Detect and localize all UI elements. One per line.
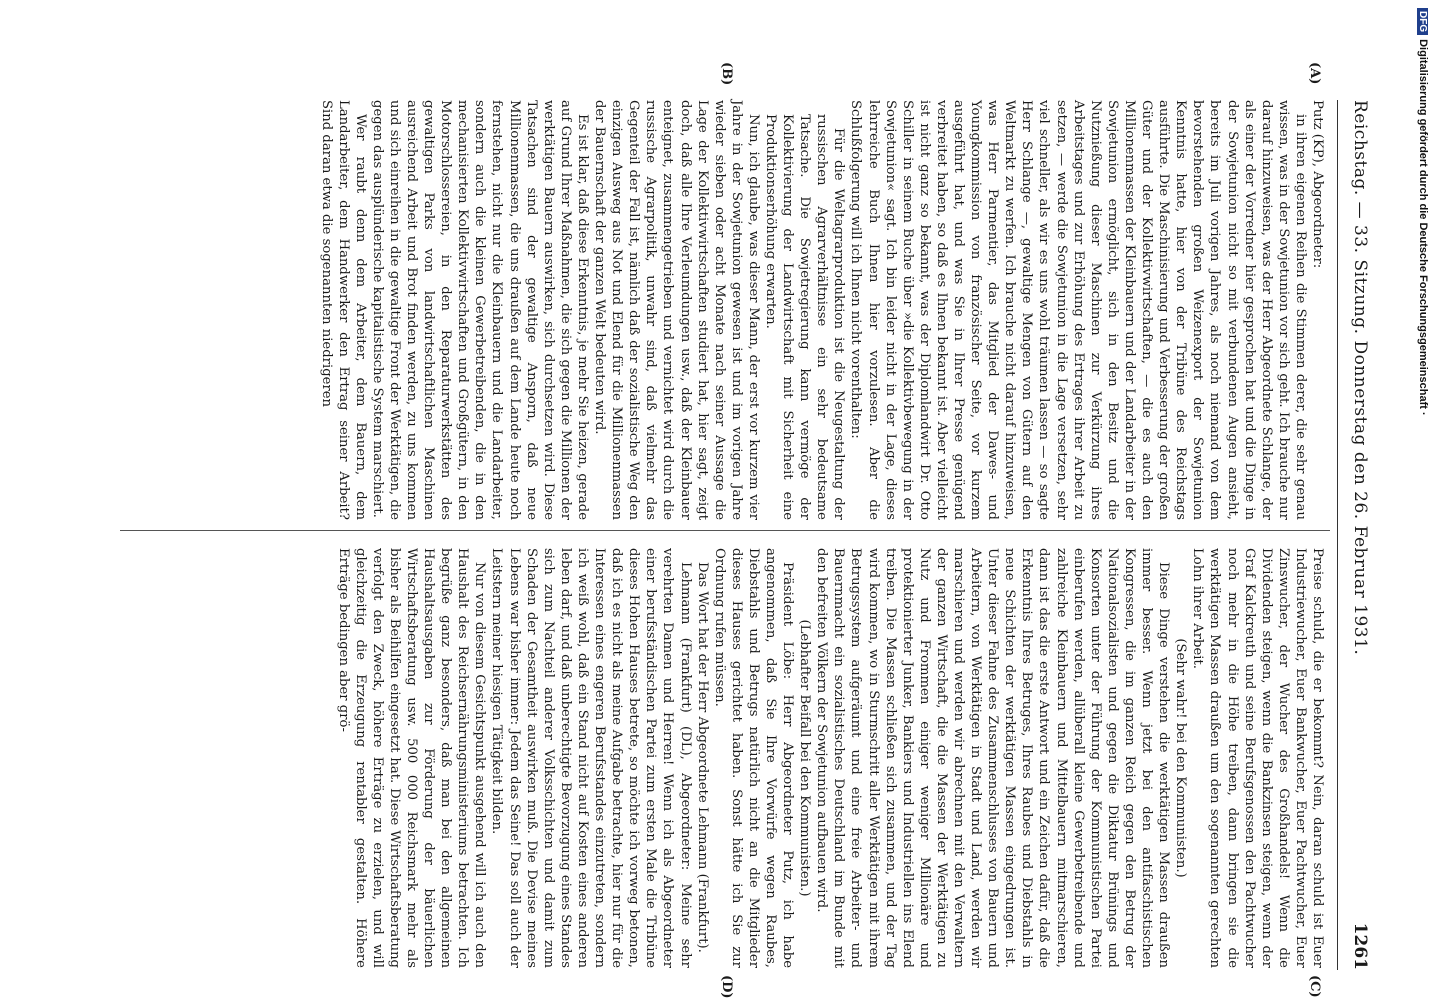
paragraph: Preise schuld, die er bekommt? Nein, daran schuld ist Euer Industriewucher, Euer Bankwucher, Euer Pachtwucher, Euer Zinswucher, der Wucher des Großhandels! Wenn die Dividenden steigen, wenn die Bankzinsen steigen, wenn der Graf Kalckreuth und seine Berufsgenossen den Pachtwucher noch mehr in die Höhe treiben, dann bringen sie die werktätigen Massen draußen um den sogenannten gerechten Lohn ihrer Arbeit. — [1190, 548, 1325, 968]
paragraph: Nur von diesem Gesichtspunkt ausgehend will ich auch den Haushalt des Reichsernährungsministeriums betrachten. Ich begrüße ganz besonders, daß man bei den allgemeinen Haushaltsausgaben zur Förderung der bäuerlichen Wirtschaftsberatung usw. 500 000 Reichsmark mehr als bisher als Beihilfen eingesetzt hat. Diese Wirtschaftsberatung verfolgt den Zweck, höhere Erträge zu erzielen, und will gleichzeitig die Erzeugung rentabler gestalten. Höhere Erträge bedingen aber grö- — [335, 548, 488, 968]
dfg-logo: DFG — [1417, 8, 1428, 35]
paragraph: Lehmann (Frankfurt) (DL), Abgeordneter: Meine sehr verehrten Damen und Herren! Wenn ich als Abgeordneter einer berufsständischen Partei zum ersten Male die Tribüne dieses Hohen Hauses betrete, so möchte ich vorweg betonen, daß ich es nicht als meine Aufgabe betrachte, hier nur für die Interessen eines engeren Berufsstandes einzutreten, sondern ich weiß wohl, daß ein Stand nicht auf Kosten eines anderen leben darf, und daß unberechtigte Bevorzugung eines Standes sich zum Nachteil anderer Volksschichten und damit zum Schaden der Gesamtheit auswirken muß. Die Devise meines Lebens war bisher immer: Jedem das Seine! Das soll auch der Leitstern meiner hiesigen Tätigkeit bilden. — [489, 548, 693, 968]
paragraph: Diese Dinge verstehen die werktätigen Massen draußen immer besser. Wenn jetzt bei den antifaschistischen Kongressen, die im ganzen Reich gegen den Betrug der Nationalsozialisten und gegen die Diktatur Brünings und Konsorten unter der Führung der Kommunistischen Partei einberufen werden, allüberall kleine Gewerbetreibende und zahlreiche Kleinbauern und Mittelbauern mitmarschieren, dann ist das die erste Antwort und ein Zeichen dafür, daß die Erkenntnis Ihres Betruges, Ihres Raubes und Diebstahls in neue Schichten der werktätigen Massen eingedrungen ist. Unter dieser Fahne des Zusammenschlusses von Bauern und Arbeitern, von Werktätigen in Stadt und Land, werden wir marschieren und werden wir abrechnen mit den Verwaltern der ganzen Wirtschaft, die die Massen der Werktätigen zu Nutz und Frommen einiger weniger Millionäre und protektionierter Junker, Bankiers und Industriellen ins Elend treiben. Die Massen schließen sich zusammen, und der Tag wird kommen, wo in Sturmschritt aller Werktätigen mit ihrem Betrugssystem aufgeräumt und eine freie Arbeiter- und Bauernmacht ein sozialistisches Deutschland im Bunde mit den befreiten Völkern der Sowjetunion aufbauen wird. — [814, 548, 1172, 968]
column-divider — [120, 530, 1330, 531]
paragraph: Präsident Löbe: Herr Abgeordneter Putz, ich habe angenommen, daß Sie Ihre Vorwürfe wegen Raubes, Diebstahls und Betrugs natürlich nicht an die Mitglieder dieses Hauses gerichtet haben. Sonst hätte ich Sie zur Ordnung rufen müssen. — [711, 548, 796, 968]
marker-d: (D) — [719, 975, 734, 999]
marker-b: (B) — [719, 62, 734, 86]
paragraph: Nun, ich glaube, was dieser Mann, der erst vor kurzem vier Jahre in der Sowjetunion gewesen ist und im vorigen Jahre wieder sieben oder acht Monate nach seiner Aussage die Lage der Kollektivwirtschaften studiert hat, hier sagt, zeigt doch, daß alle Ihre Verleumdungen usw., daß der Kleinbauer enteignet, zusammengetrieben und vernichtet wird durch die russische Agrarpolitik, unwahr sind, daß vielmehr das Gegenteil der Fall ist, nämlich daß der sozialistische Weg den einzigen Ausweg aus Not und Elend für die Millionenmassen der Bauernschaft der ganzen Welt bedeuten wird. — [592, 100, 761, 520]
right-column — [335, 548, 1326, 968]
left-column — [317, 100, 1326, 520]
header-rule — [1337, 100, 1338, 970]
page-number: 1261 — [1350, 922, 1370, 970]
credit-text: Digitalisierung gefördert durch die Deutsche Forschungsgemeinschaft · — [1417, 39, 1429, 416]
marker-c: (C) — [1307, 975, 1322, 998]
header-title: Reichstag. — 33. Sitzung. Donnerstag den 26. Februar 1931. — [1350, 100, 1370, 656]
interjection: (Lebhafter Beifall bei den Kommunisten.) — [797, 619, 813, 897]
paragraph: in ihren eigenen Reihen die Stimmen derer, die sehr genau wissen, was in der Sowjetunion vor sich geht. Ich brauche nur darauf hinzuweisen, was der Herr Abgeordnete Schlange, der als einer der Vorredner hier gesprochen hat und die Dinge in der Sowjetunion nicht so mit verbundenen Augen ansieht, bereits im Juli vorigen Jahres, als noch niemand von dem bevorstehenden großen Weizenexport der Sowjetunion Kenntnis hatte, hier von der Tribüne des Reichstags ausführte. Die Maschinisierung und Verbesserung der großen Güter und der Kollektivwirtschaften, — die es auch den Millionenmassen der Kleinbauern und der Landarbeiter in der Sowjetunion ermöglicht, sich in den Besitz und die Nutznießung dieser Maschinen zur Verkürzung ihres Arbeitstages und zur Erhöhung des Ertrages ihrer Arbeit zu setzen, — werde die Sowjetunion in die Lage versetzen, sehr viel schneller, als wir es uns wohl träumen lassen — so sagte Herr Schlange —, gewaltige Mengen von Gütern auf den Weltmarkt zu werfen. Ich brauche nicht darauf hinzuweisen, was Herr Parmentier, das Mitglied der Dawes- und Youngkommission von französischer Seite, vor kurzem ausgeführt hat, und was Sie in Ihrer Presse genügend verbreitet haben, so daß es Ihnen bekannt ist. Aber vielleicht ist nicht ganz so bekannt, was der Diplomlandwirt Dr. Otto Schiller in seinem Buche über »die Kollektivbewegung in der Sowjetunion« sagt. Ich bin leider nicht in der Lage, dieses lehrreiche Buch Ihnen hier vorzulesen. Aber die Schlußfolgerung will ich Ihnen nicht vorenthalten: — [848, 100, 1308, 520]
quote-paragraph: Für die Weltagrarproduktion ist die Neugestaltung der russischen Agrarverhältnisse ein sehr bedeutsame Tatsache. Die Sowjetregierung kann vermöge der Kollektivierung der Landwirtschaft mit Sicherheit eine Produktionserhöhung erwarten. — [763, 114, 847, 520]
paragraph: Es ist klar, daß diese Erkenntnis, je mehr Sie heizen, gerade auf Grund Ihrer Maßnahmen, die sich gegen die Millionen der werktätigen Bauern auswirken, sich durchsetzen wird. Diese Tatsachen sind der gewaltige Ansporn, daß neue Millionenmassen, die uns draußen auf dem Lande heute noch fernstehen, nicht nur die Kleinbauern und die Landarbeiter, sondern auch die kleinen Gewerbetreibenden, die in den mechanisierten Kollektivwirtschaften und Großgütern, in den Motorschlossereien, in den Reparaturwerkstätten des gewaltigen Parks von landwirtschaftlichen Maschinen ausreichend Arbeit und Brot finden werden, zu uns kommen und sich einreihen in die gewaltige Front der Werktätigen, die gegen das ausplünderische kapitalistische System marschiert. — [369, 100, 590, 520]
running-header — [1338, 100, 1370, 970]
marker-a: (A) — [1307, 62, 1322, 85]
speaker-line: Putz (KP), Abgeordneter: — [1310, 100, 1325, 269]
paragraph: Das Wort hat der Herr Abgeordnete Lehmann (Frankfurt). — [694, 562, 710, 953]
interjection: (Sehr wahr! bei den Kommunisten.) — [1173, 638, 1189, 878]
digitization-credit — [1413, 8, 1431, 768]
paragraph: Wer raubt denn dem Arbeiter, dem Bauern, dem Landarbeiter, dem Handwerker den Ertrag seiner Arbeit? Sind daran etwa die sogenannten niedrigeren — [318, 100, 368, 520]
